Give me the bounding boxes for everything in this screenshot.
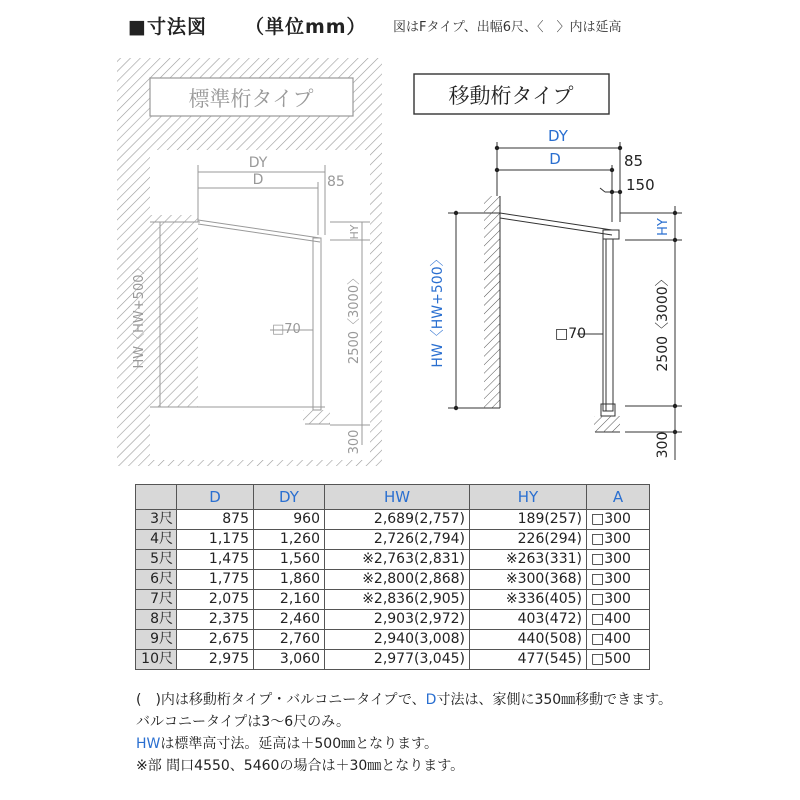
- right-d-label: D: [549, 150, 561, 168]
- row-hy-cell: 226(294): [470, 530, 587, 550]
- right-dy-label: DY: [548, 127, 568, 145]
- heading-unit: （単位mm）: [244, 16, 367, 38]
- row-dy-cell: 3,060: [254, 650, 325, 670]
- row-size-cell: 10尺: [136, 650, 177, 670]
- left-foundation: [303, 410, 330, 424]
- row-size-cell: 3尺: [136, 510, 177, 530]
- left-hy-label: HY: [348, 224, 361, 240]
- row-d-cell: 2,075: [177, 590, 254, 610]
- right-foundation: [594, 416, 620, 432]
- row-d-cell: 2,975: [177, 650, 254, 670]
- right-label-text: 移動桁タイプ: [448, 84, 574, 108]
- row-hy-cell: 477(545): [470, 650, 587, 670]
- table-row: [136, 510, 650, 530]
- row-d-cell: 1,775: [177, 570, 254, 590]
- left-post-label: □70: [272, 322, 301, 337]
- footnote-3-hw: HW: [136, 736, 161, 752]
- footnote-4: ※部 間口4550、5460の場合は＋30㎜となります。: [136, 758, 465, 774]
- left-label-text: 標準桁タイプ: [188, 87, 314, 111]
- row-hw-cell: ※2,836(2,905): [325, 590, 470, 610]
- row-a-cell: □500: [587, 650, 650, 670]
- row-a-cell: □300: [587, 550, 650, 570]
- row-dy-cell: 1,560: [254, 550, 325, 570]
- right-85-label: 85: [624, 152, 644, 170]
- row-hw-cell: 2,689(2,757): [325, 510, 470, 530]
- heading-title: ■寸法図: [128, 16, 207, 38]
- row-dy-cell: 2,760: [254, 630, 325, 650]
- right-150-label: 150: [626, 176, 655, 194]
- right-hy-label: HY: [656, 218, 671, 236]
- footnotes: [136, 689, 672, 777]
- footnote-1-d: D: [425, 692, 437, 708]
- row-a-cell: □300: [587, 530, 650, 550]
- table-row: [136, 590, 650, 610]
- row-a-cell: □400: [587, 610, 650, 630]
- right-hw-label: HW〈HW+500〉: [430, 252, 446, 368]
- right-wall: [484, 196, 500, 408]
- row-d-cell: 2,675: [177, 630, 254, 650]
- left-85-label: 85: [327, 174, 345, 190]
- left-wall: [150, 215, 198, 407]
- row-hy-cell: ※263(331): [470, 550, 587, 570]
- table-header-d: D: [177, 485, 254, 510]
- row-size-cell: 5尺: [136, 550, 177, 570]
- table-row: [136, 570, 650, 590]
- table-header-hy: HY: [470, 485, 587, 510]
- footnote-2: バルコニータイプは3～6尺のみ。: [136, 714, 350, 730]
- right-base-label: 300: [655, 431, 671, 459]
- table-body: [136, 510, 650, 670]
- row-hy-cell: 189(257): [470, 510, 587, 530]
- row-hy-cell: ※336(405): [470, 590, 587, 610]
- row-a-cell: □300: [587, 590, 650, 610]
- footnote-1: [136, 689, 672, 711]
- table-header-dy: DY: [254, 485, 325, 510]
- row-hw-cell: 2,977(3,045): [325, 650, 470, 670]
- footnote-1-text: ( )内は移動桁タイプ・バルコニータイプで、: [136, 692, 426, 708]
- table-header-hw: HW: [325, 485, 470, 510]
- row-hy-cell: 440(508): [470, 630, 587, 650]
- row-dy-cell: 1,860: [254, 570, 325, 590]
- row-dy-cell: 960: [254, 510, 325, 530]
- left-d-label: D: [252, 172, 264, 188]
- row-size-cell: 8尺: [136, 610, 177, 630]
- row-size-cell: 4尺: [136, 530, 177, 550]
- row-hw-cell: ※2,800(2,868): [325, 570, 470, 590]
- footnote-1-rest: 寸法は、家側に350㎜移動できます。: [436, 692, 673, 708]
- right-height-label: 2500〈3000〉: [655, 272, 671, 372]
- table-header-row: [136, 485, 650, 510]
- footnote-3: [136, 733, 672, 755]
- table-header-a: A: [587, 485, 650, 510]
- table-row: [136, 550, 650, 570]
- row-a-cell: □400: [587, 630, 650, 650]
- row-d-cell: 1,175: [177, 530, 254, 550]
- row-a-cell: □300: [587, 570, 650, 590]
- row-a-cell: □300: [587, 510, 650, 530]
- table-header-size: [136, 485, 177, 510]
- row-dy-cell: 2,460: [254, 610, 325, 630]
- table-row: [136, 610, 650, 630]
- dimension-table: [135, 484, 650, 670]
- row-size-cell: 7尺: [136, 590, 177, 610]
- row-dy-cell: 1,260: [254, 530, 325, 550]
- row-dy-cell: 2,160: [254, 590, 325, 610]
- table-row: [136, 650, 650, 670]
- left-base-label: 300: [347, 429, 362, 455]
- table-row: [136, 630, 650, 650]
- left-diagram: [117, 58, 382, 466]
- left-height-label: 2500〈3000〉: [347, 271, 362, 365]
- row-d-cell: 1,475: [177, 550, 254, 570]
- footnote-3-text: は標準高寸法。延高は＋500㎜となります。: [160, 736, 438, 752]
- row-hy-cell: 403(472): [470, 610, 587, 630]
- row-hw-cell: ※2,763(2,831): [325, 550, 470, 570]
- right-post-label: □70: [555, 326, 587, 342]
- right-diagram: [414, 74, 682, 460]
- row-hy-cell: ※300(368): [470, 570, 587, 590]
- row-d-cell: 875: [177, 510, 254, 530]
- table-row: [136, 530, 650, 550]
- row-hw-cell: 2,726(2,794): [325, 530, 470, 550]
- top-note: 図はFタイプ、出幅6尺、〈 〉内は延高: [393, 20, 622, 35]
- row-size-cell: 6尺: [136, 570, 177, 590]
- left-hw-label: HW〈HW+500〉: [132, 261, 147, 369]
- row-size-cell: 9尺: [136, 630, 177, 650]
- left-dy-label: DY: [248, 155, 268, 171]
- row-hw-cell: 2,940(3,008): [325, 630, 470, 650]
- row-hw-cell: 2,903(2,972): [325, 610, 470, 630]
- row-d-cell: 2,375: [177, 610, 254, 630]
